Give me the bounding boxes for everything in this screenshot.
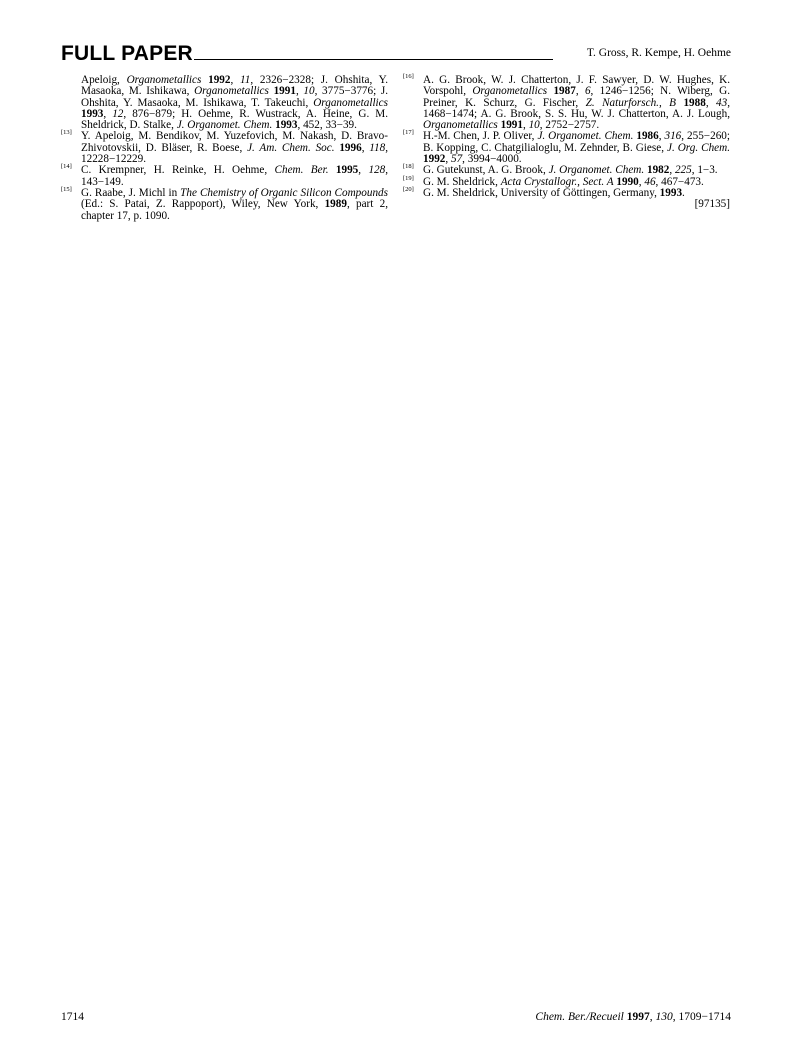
reference-italic-text: Z. Naturforsch., B: [585, 96, 677, 109]
reference-year: 1987: [553, 85, 576, 98]
reference-italic-text: Organometallics: [472, 85, 548, 98]
reference-text: (Ed.: S. Patai, Z. Rappoport), Wiley, New York,: [81, 198, 325, 211]
reference-italic-text: 225: [674, 164, 692, 177]
section-label: FULL PAPER: [61, 42, 193, 65]
reference-text: , 1468−1474; A. G. Brook, S. S. Hu, W. J. Chatterton, A. J. Lough,: [423, 96, 731, 120]
reference-number: [16]: [403, 73, 414, 80]
reference-italic-text: J. Am. Chem. Soc.: [247, 141, 335, 154]
reference-text: , 2326−2328; J. Ohshita, Y. Masaoka, M. Ishikawa,: [81, 74, 389, 98]
reference-text: ,: [361, 141, 370, 154]
reference-italic-text: 6: [584, 85, 591, 98]
reference-text: ,: [638, 175, 645, 188]
reference-text: ,: [103, 107, 113, 120]
reference-italic-text: 316: [664, 130, 682, 143]
reference-text: , 1−3.: [691, 164, 718, 177]
reference-text: , 1246−1256; N. Wiberg, G. Preiner, K. Schurz, G. Fischer,: [423, 85, 731, 109]
running-authors: T. Gross, R. Kempe, H. Oehme: [586, 47, 731, 59]
reference-text: ,: [358, 164, 369, 177]
reference-italic-text: J. Organomet. Chem.: [548, 164, 645, 177]
reference-text: .: [682, 186, 685, 199]
reference-text: , 143−149.: [81, 164, 389, 188]
reference-year: 1986: [636, 130, 659, 143]
reference-italic-text: Organometallics: [313, 96, 388, 109]
reference-year: 1992: [423, 153, 446, 166]
reference-number: [20]: [403, 185, 414, 193]
reference-italic-text: 57: [450, 153, 463, 166]
reference-text: ,: [705, 96, 717, 109]
reference-text: , 12228−12229.: [81, 141, 389, 166]
reference-number: [17]: [403, 129, 414, 137]
reference-year: 1996: [339, 141, 362, 154]
reference-year: 1992: [208, 74, 231, 86]
reference-year: 1991: [273, 85, 296, 98]
reference-italic-text: 118: [369, 141, 386, 154]
reference-italic-text: Organometallics: [126, 74, 202, 86]
header-rule: [194, 59, 553, 60]
reference-year: 1993: [659, 186, 683, 199]
reference-text: ,: [295, 85, 304, 98]
reference-number: [15]: [61, 185, 72, 193]
reference-text: , 452, 33−39.: [297, 119, 357, 132]
reference-text: G. Raabe, J. Michl in: [81, 186, 181, 199]
reference-year: 1990: [616, 175, 639, 188]
reference-entry: [61, 185, 389, 222]
reference-year: 1993: [81, 107, 104, 120]
reference-text: ,: [575, 85, 585, 98]
journal-name: Chem. Ber./Recueil: [535, 1011, 624, 1023]
reference-italic-text: 10: [303, 85, 315, 98]
journal-year: 1997: [626, 1011, 650, 1023]
reference-italic-text: 11: [240, 74, 251, 86]
reference-text: Apeloig,: [81, 74, 127, 86]
reference-text: , part 2, chapter 17, p. 1090.: [81, 198, 388, 222]
reference-text: ,: [522, 119, 529, 132]
reference-year: 1989: [324, 198, 347, 211]
journal-citation: Chem. Ber./Recueil 1997, 130, 1709−1714: [535, 1011, 731, 1023]
reference-text: ,: [445, 153, 451, 166]
reference-number: [13]: [61, 129, 72, 137]
reference-number: [19]: [403, 174, 414, 182]
reference-number: [14]: [61, 163, 72, 171]
manuscript-code: [97135]: [694, 198, 730, 211]
journal-pages: , 1709−1714: [672, 1011, 731, 1023]
reference-text: , 876−879; H. Oehme, R. Wustrack, A. Heine, G. M. Sheldrick, D. Stalke,: [81, 107, 389, 132]
reference-entry: [61, 131, 388, 165]
journal-volume: 130: [655, 1011, 673, 1023]
reference-italic-text: Chem. Ber.: [274, 164, 329, 177]
reference-text: , 2752−2757.: [539, 119, 600, 132]
reference-entry: [61, 75, 388, 131]
reference-italic-text: Organometallics: [423, 119, 498, 132]
reference-text: C. Krempner, H. Reinke, H. Oehme,: [81, 164, 275, 177]
reference-italic-text: Acta Crystallogr., Sect. A: [500, 175, 614, 188]
page-header: [61, 42, 731, 68]
reference-year: 1988: [683, 96, 706, 109]
references-left-column: [61, 75, 388, 222]
reference-entry: [403, 131, 730, 165]
reference-text: G. Gutekunst, A. G. Brook,: [423, 164, 549, 177]
reference-year: 1993: [275, 119, 298, 132]
reference-text: [329, 164, 336, 176]
reference-text: G. M. Sheldrick,: [423, 175, 501, 188]
page-number: 1714: [61, 1011, 84, 1023]
reference-italic-text: 10: [528, 119, 540, 132]
reference-text: , 467−473.: [655, 175, 704, 188]
reference-entry: [403, 185, 730, 199]
reference-italic-text: J. Org. Chem.: [666, 141, 731, 154]
reference-text: G. M. Sheldrick, University of Göttingen, Germany,: [423, 186, 660, 199]
reference-entry: [61, 165, 388, 188]
reference-italic-text: 46: [644, 175, 656, 188]
reference-italic-text: J. Organomet. Chem.: [537, 130, 634, 143]
reference-text: , 3775−3776; J. Ohshita, Y. Masaoka, M. Ishikawa, T. Takeuchi,: [81, 85, 389, 109]
reference-text: H.-M. Chen, J. P. Oliver,: [423, 130, 538, 143]
reference-italic-text: 12: [112, 107, 124, 120]
reference-italic-text: Organometallics: [194, 85, 269, 98]
reference-italic-text: 43: [716, 96, 728, 109]
reference-entry: [403, 75, 730, 131]
references-right-column: [403, 75, 730, 211]
reference-text: , 255−260; B. Kopping, C. Chatgilialoglu, M. Zehnder, B. Giese,: [423, 130, 731, 154]
reference-year: 1995: [335, 164, 359, 177]
reference-italic-text: J. Organomet. Chem.: [176, 119, 273, 132]
reference-year: 1982: [646, 164, 670, 177]
reference-text: ,: [230, 74, 241, 86]
reference-italic-text: 128: [368, 164, 386, 177]
reference-year: 1991: [500, 119, 523, 132]
reference-text: Y. Apeloig, M. Bendikov, M. Yuzefovich, M. Nakash, D. Bravo-Zhivotovskii, D. Bläser, R. Boese,: [81, 130, 388, 154]
reference-italic-text: The Chemistry of Organic Silicon Compounds: [180, 186, 389, 199]
reference-text: , 3994−4000.: [462, 153, 522, 166]
reference-text: A. G. Brook, W. J. Chatterton, J. F. Sawyer, D. W. Hughes, K. Vorspohl,: [423, 74, 730, 98]
reference-text: ,: [669, 164, 675, 177]
reference-number: [18]: [403, 163, 414, 171]
reference-text: ,: [658, 130, 665, 143]
